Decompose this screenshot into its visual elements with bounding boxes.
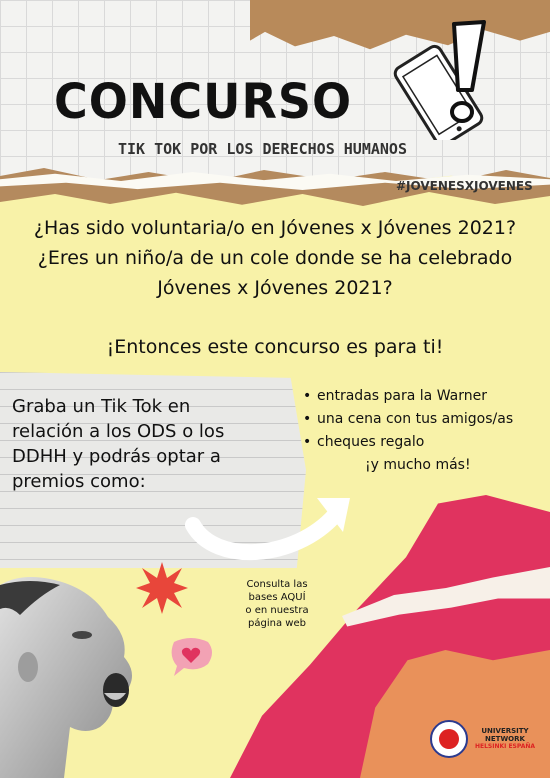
- prize-item: • cheques regalo: [303, 431, 513, 454]
- consulta-line: o en nuestra: [245, 605, 309, 616]
- logo-text-line: UNIVERSITY: [481, 727, 529, 735]
- consulta-line: Consulta las: [246, 579, 308, 590]
- question-line-1: ¿Has sido voluntaria/o en Jóvenes x Jóvenes 2021?: [33, 217, 517, 239]
- consulta-line: página web: [248, 618, 306, 629]
- university-network-logo-icon: [430, 720, 468, 758]
- prize-item: • entradas para la Warner: [303, 385, 513, 408]
- logo-inner-circle: [439, 729, 459, 749]
- grab-line: relación a los ODS o los: [12, 421, 225, 442]
- grab-line: Graba un Tik Tok en: [12, 396, 191, 417]
- bases-link-text[interactable]: [233, 578, 321, 630]
- prize-item: • una cena con tus amigos/as: [303, 408, 513, 431]
- logo-text-line: NETWORK: [485, 735, 525, 743]
- question-line-3: Jóvenes x Jóvenes 2021?: [157, 277, 393, 299]
- logo-subtext: HELSINKI ESPAÑA: [474, 743, 536, 750]
- prizes-more: ¡y mucho más!: [365, 457, 471, 473]
- page-title: CONCURSO: [54, 72, 353, 130]
- curved-arrow-icon: [185, 470, 360, 565]
- grab-line: DDHH y podrás optar a: [12, 446, 221, 467]
- prize-list: [303, 385, 513, 454]
- logo-text: [470, 727, 540, 743]
- phone-alert-icon: [392, 20, 510, 140]
- shouting-boy-image: [0, 575, 175, 778]
- call-to-action: ¡Entonces este concurso es para ti!: [106, 336, 444, 358]
- hashtag: #JOVENESXJOVENES: [396, 179, 533, 193]
- page-subtitle: TIK TOK POR LOS DERECHOS HUMANOS: [118, 140, 407, 158]
- question-line-2: ¿Eres un niño/a de un cole donde se ha celebrado: [37, 247, 513, 269]
- grab-line: premios como:: [12, 471, 146, 492]
- consulta-line: bases AQUÍ: [248, 592, 306, 603]
